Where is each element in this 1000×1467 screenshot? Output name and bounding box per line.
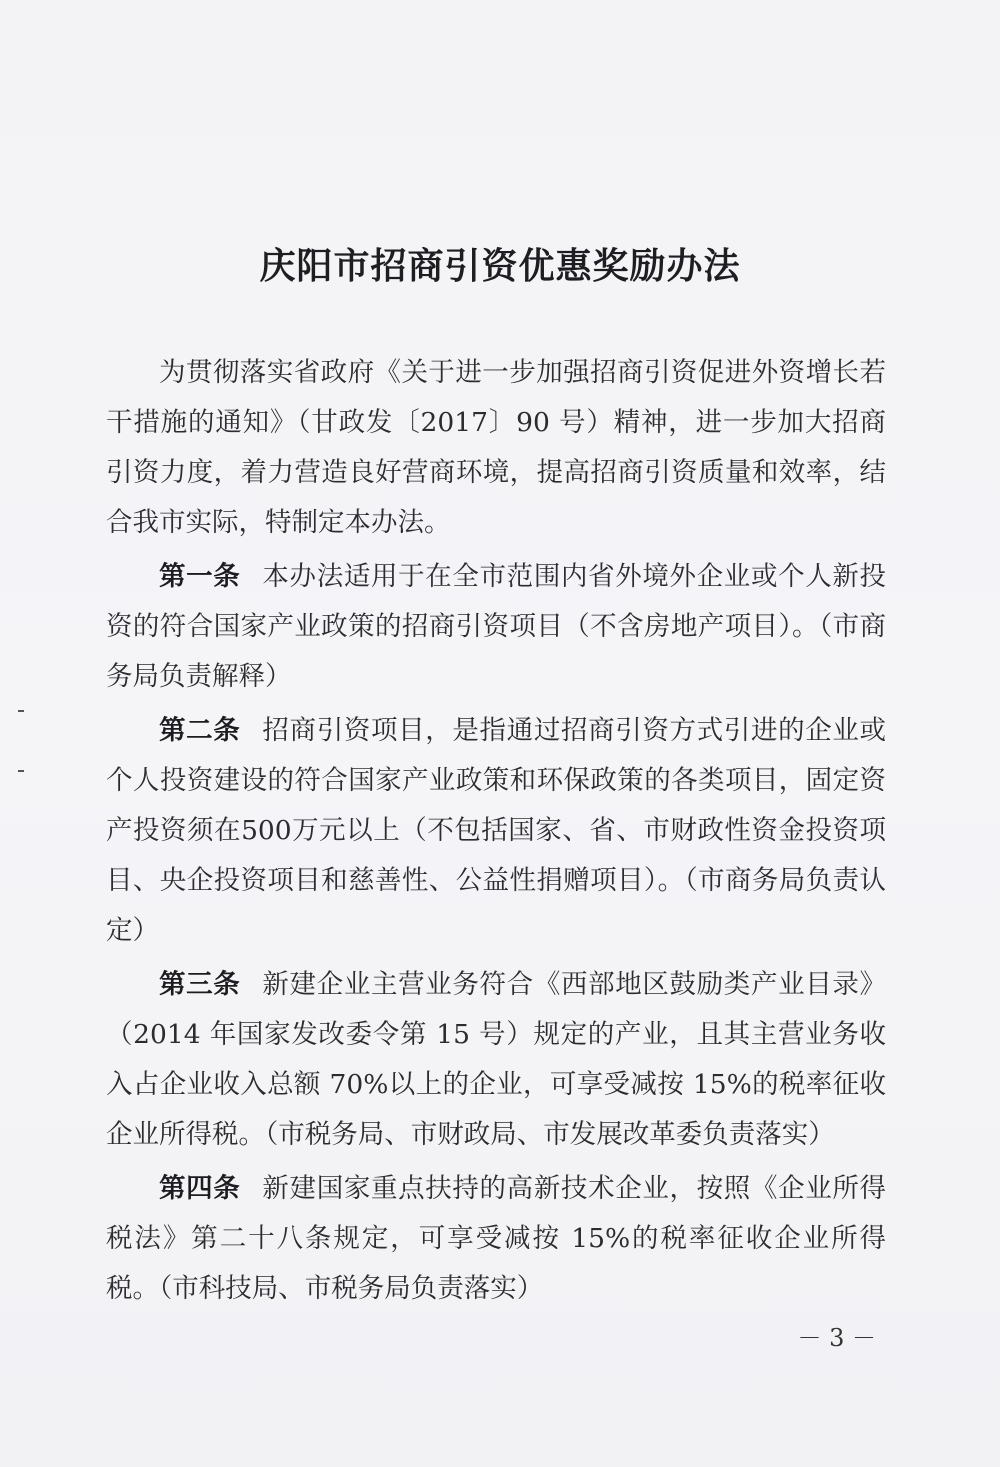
intro-paragraph: 为贯彻落实省政府《关于进一步加强招商引资促进外资增长若干措施的通知》（甘政发〔2017〕90 号）精神，进一步加大招商引资力度，着力营造良好营商环境，提高招商引资质量和效率，结合我市实际，特制定本办法。 bbox=[106, 357, 886, 538]
article-1 bbox=[106, 552, 886, 702]
article-2 bbox=[106, 706, 886, 956]
document-title: 庆阳市招商引资优惠奖励办法 bbox=[259, 245, 741, 287]
article-3 bbox=[106, 960, 886, 1160]
page-number: － 3 － bbox=[797, 1324, 876, 1352]
document-body bbox=[106, 348, 886, 1318]
article-3-heading: 第三条 bbox=[159, 969, 241, 1000]
binding-mark bbox=[18, 770, 24, 772]
article-1-text: 本办法适用于在全市范围内省外境外企业或个人新投资的符合国家产业政策的招商引资项目（不含房地产项目）。（市商务局负责解释） bbox=[106, 561, 887, 692]
article-2-text: 招商引资项目，是指通过招商引资方式引进的企业或个人投资建设的符合国家产业政策和环保政策的各类项目，固定资产投资须在500万元以上（不包括国家、省、市财政性资金投资项目、央企投资项目和慈善性、公益性捐赠项目）。（市商务局负责认定） bbox=[106, 715, 887, 946]
article-3-text: 新建企业主营业务符合《西部地区鼓励类产业目录》（2014 年国家发改委令第 15 号）规定的产业，且其主营业务收入占企业收入总额 70%以上的企业，可享受减按 15%的税率征收企业所得税。（市税务局、市财政局、市发展改革委负责落实） bbox=[106, 969, 887, 1150]
article-1-heading: 第一条 bbox=[159, 561, 241, 592]
article-2-heading: 第二条 bbox=[159, 715, 241, 746]
article-4-heading: 第四条 bbox=[159, 1173, 241, 1204]
binding-mark bbox=[18, 710, 24, 712]
article-4 bbox=[106, 1164, 886, 1314]
article-4-text: 新建国家重点扶持的高新技术企业，按照《企业所得税法》第二十八条规定，可享受减按 15%的税率征收企业所得税。（市科技局、市税务局负责落实） bbox=[106, 1173, 887, 1304]
